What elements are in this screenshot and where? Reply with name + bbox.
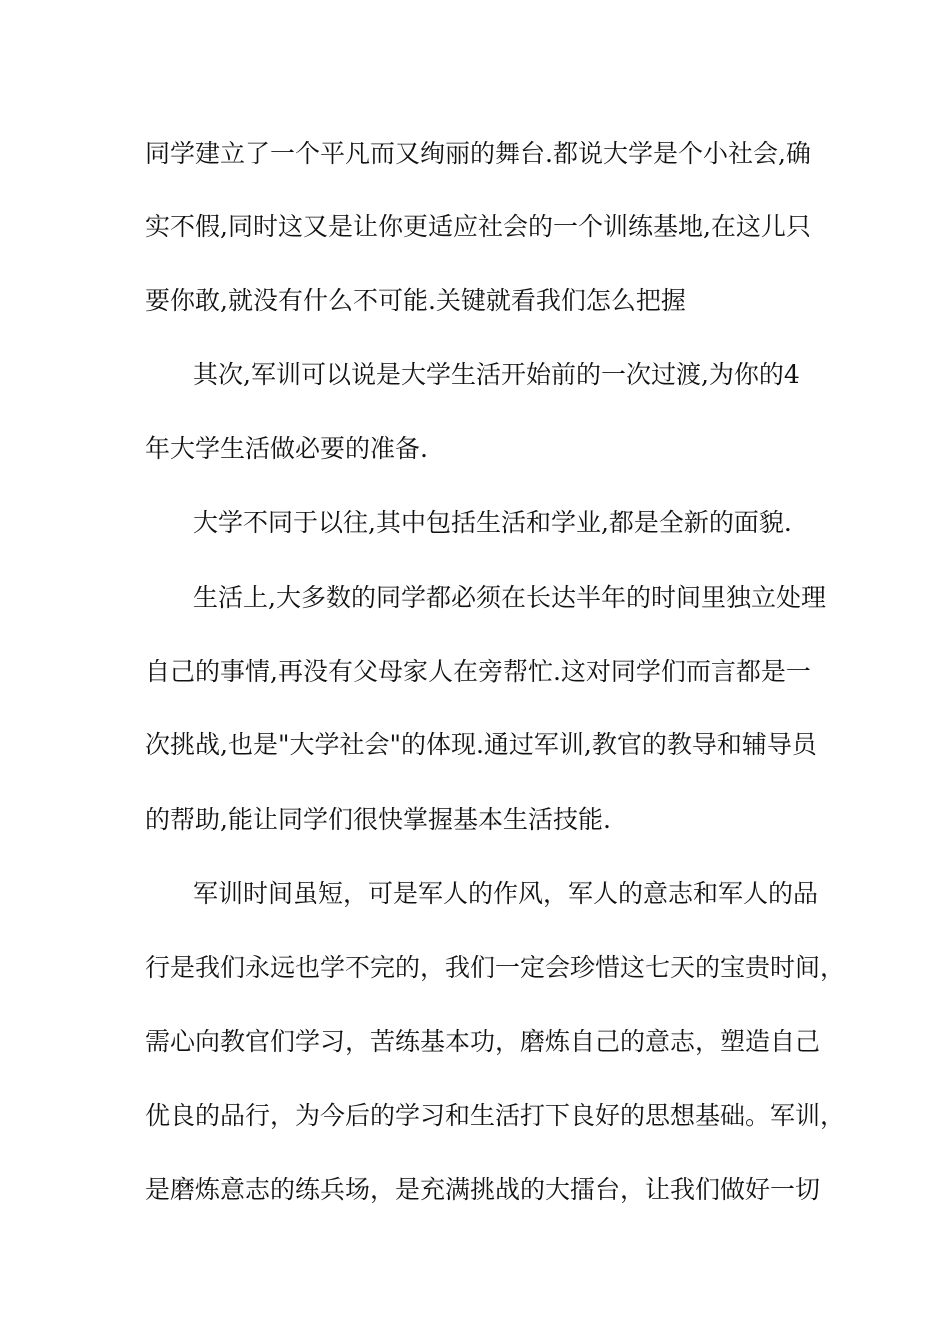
paragraph-start-line: 生活上,大多数的同学都必须在长达半年的时间里独立处理 bbox=[193, 583, 826, 612]
text-line: 次挑战,也是"大学社会"的体现.通过军训,教官的教导和辅导员 bbox=[145, 730, 817, 759]
text-line: 自己的事情,再没有父母家人在旁帮忙.这对同学们而言都是一 bbox=[145, 657, 811, 686]
text-line: 同学建立了一个平凡而又绚丽的舞台.都说大学是个小社会,确 bbox=[145, 139, 811, 168]
text-line: 要你敢,就没有什么不可能.关键就看我们怎么把握 bbox=[145, 286, 686, 315]
paragraph-start-line: 军训时间虽短，可是军人的作风，军人的意志和军人的品 bbox=[193, 879, 819, 908]
text-line: 优良的品行，为今后的学习和生活打下良好的思想基础。军训， bbox=[145, 1101, 846, 1130]
text-line: 的帮助,能让同学们很快掌握基本生活技能. bbox=[145, 805, 611, 834]
text-line: 需心向教官们学习，苦练基本功，磨炼自己的意志，塑造自己 bbox=[145, 1027, 821, 1056]
text-line: 实不假,同时这又是让你更适应社会的一个训练基地,在这儿只 bbox=[145, 212, 811, 241]
paragraph-start-line: 其次,军训可以说是大学生活开始前的一次过渡,为你的4 bbox=[193, 360, 800, 389]
paragraph-start-line: 大学不同于以往,其中包括生活和学业,都是全新的面貌. bbox=[193, 508, 792, 537]
text-line: 行是我们永远也学不完的，我们一定会珍惜这七天的宝贵时间， bbox=[145, 953, 846, 982]
text-line: 年大学生活做必要的准备. bbox=[145, 434, 428, 463]
text-line: 是磨炼意志的练兵场，是充满挑战的大擂台，让我们做好一切 bbox=[145, 1175, 821, 1204]
